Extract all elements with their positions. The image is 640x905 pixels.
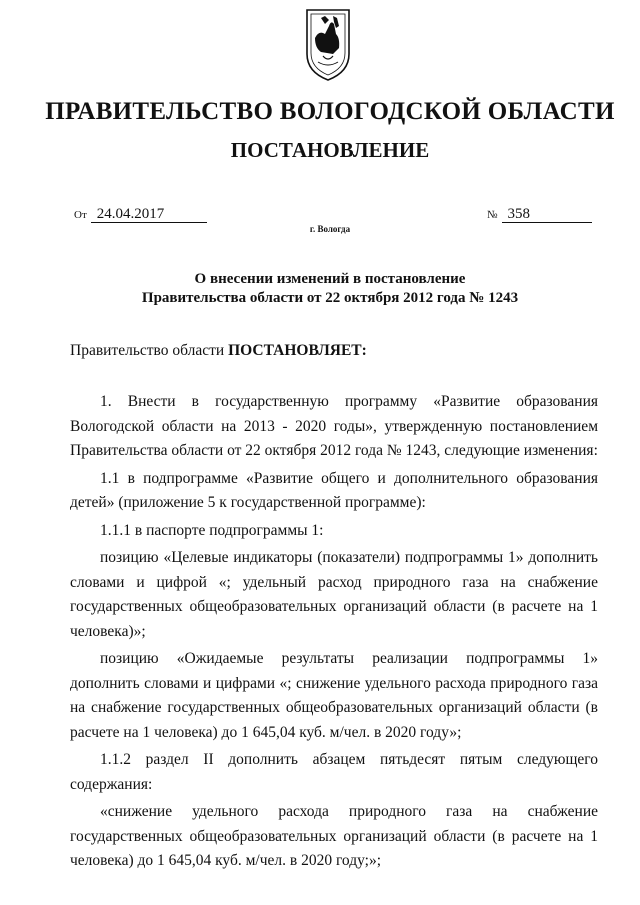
paragraph-3: 1.1.1 в паспорте подпрограммы 1:: [100, 521, 324, 539]
intro-verb: ПОСТАНОВЛЯЕТ:: [228, 342, 367, 359]
intro-subject: Правительство области: [70, 342, 225, 359]
paragraph-2: 1.1 в подпрограмме «Развитие общего и дополнительного образования детей» (приложение 5 к государственной программе):: [70, 469, 598, 511]
number-value: 358: [502, 206, 592, 223]
government-name: ПРАВИТЕЛЬСТВО ВОЛОГОДСКОЙ ОБЛАСТИ: [45, 98, 615, 125]
resolution-intro: [70, 342, 367, 360]
date-prefix: От: [74, 209, 87, 221]
document-type: ПОСТАНОВЛЕНИЕ: [230, 138, 430, 162]
paragraph-1: 1. Внести в государственную программу «Развитие образования Вологодской области на 2013 - 2020 годы», утвержденную постановлением Правительства области от 22 октября 2012 года № 1243, следующие изменения:: [70, 393, 598, 459]
document-date: [74, 206, 207, 223]
paragraph-7: «снижение удельного расхода природного газа на снабжение государственных общеобразовательных организаций области (в расчете на 1 человека) до 1 645,04 куб. м/чел. в 2020 году;»;: [70, 803, 598, 869]
paragraph-4: позицию «Целевые индикаторы (показатели) подпрограммы 1» дополнить словами и цифрой «; удельный расход природного газа на снабжение государственных общеобразовательных организаций области (в расчете на 1 человека)»;: [70, 549, 598, 640]
document-body: [70, 390, 598, 874]
heading-line-2: Правительства области от 22 октября 2012 года № 1243: [141, 290, 519, 306]
paragraph-6: 1.1.2 раздел II дополнить абзацем пятьдесят пятым следующего содержания:: [70, 751, 598, 793]
city-label: г. Вологда: [309, 224, 351, 234]
document-number: [487, 206, 592, 223]
number-prefix: №: [487, 209, 498, 221]
heading-line-1: О внесении изменений в постановление: [194, 271, 466, 287]
date-value: 24.04.2017: [91, 206, 207, 223]
paragraph-5: позицию «Ожидаемые результаты реализации подпрограммы 1» дополнить словами и цифрами «; снижение удельного расхода природного газа на снабжение государственных общеобразовательных организаций области (в расчете на 1 человека) до 1 645,04 куб. м/чел. в 2020 году»;: [70, 650, 598, 741]
document-heading: [0, 270, 640, 308]
coat-of-arms-icon: [303, 4, 353, 84]
